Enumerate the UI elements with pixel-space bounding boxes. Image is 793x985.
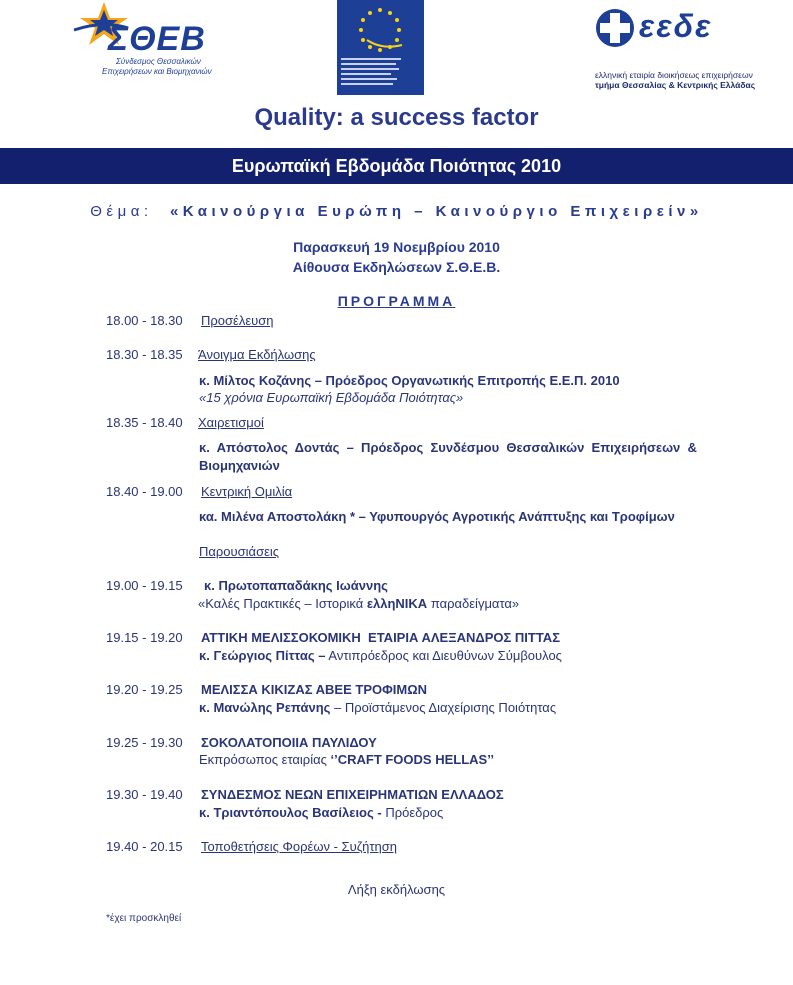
event-banner: Ευρωπαϊκή Εβδομάδα Ποιότητας 2010	[0, 148, 793, 184]
footnote: *έχει προσκληθεί	[106, 913, 182, 924]
eu-stars-icon	[337, 0, 424, 95]
program-label: Άνοιγμα Εκδήλωσης	[198, 347, 316, 362]
presentations-heading: Παρουσιάσεις	[199, 544, 280, 559]
presentation-person: Εκπρόσωπος εταιρίας ‘’CRAFT FOODS HELLAS’’	[199, 752, 494, 767]
sthev-logo	[68, 0, 213, 80]
theme-label: Θέμα:	[90, 203, 153, 220]
program-time: 19.00 - 19.15	[106, 578, 183, 593]
program-label: Τοποθετήσεις Φορέων - Συζήτηση	[201, 839, 398, 854]
program-time: 19.15 - 19.20	[106, 630, 183, 645]
program-time: 19.25 - 19.30	[106, 735, 183, 750]
program-subtitle: «15 χρόνια Ευρωπαϊκή Εβδομάδα Ποιότητας»	[199, 390, 464, 405]
page-title: Quality: a success factor	[254, 104, 539, 131]
eede-cross-icon	[595, 8, 635, 48]
presentation-title: ΣΟΚΟΛΑΤΟΠΟΙΙΑ ΠΑΥΛΙΔΟΥ	[201, 735, 377, 750]
program-time: 19.20 - 19.25	[106, 682, 183, 697]
sthev-acronym: ΣΘΕΒ	[108, 20, 206, 58]
program-speaker: κα. Μιλένα Αποστολάκη * – Υφυπουργός Αγροτικής Ανάπτυξης και Τροφίμων	[199, 509, 675, 524]
event-venue: Αίθουσα Εκδηλώσεων Σ.Θ.Ε.Β.	[292, 259, 501, 275]
sthev-line1: Σύνδεσμος Θεσσαλικών	[116, 57, 201, 66]
program-label: Κεντρική Ομιλία	[201, 484, 293, 499]
theme-value: «Καινούργια Ευρώπη – Καινούργιο Επιχειρείν»	[169, 203, 703, 220]
event-date: Παρασκευή 19 Νοεμβρίου 2010	[293, 239, 500, 255]
program-label: Προσέλευση	[201, 313, 274, 328]
presentation-desc: «Καλές Πρακτικές – Ιστορικά ελληΝΙΚΑ παραδείγματα»	[198, 596, 520, 611]
program-label: Χαιρετισμοί	[198, 415, 264, 430]
closing-text: Λήξη εκδήλωσης	[347, 882, 446, 897]
eede-line2: τμήμα Θεσσαλίας & Κεντρικής Ελλάδας	[595, 80, 756, 90]
presentation-title: ΑΤΤΙΚΗ ΜΕΛΙΣΣΟΚΟΜΙΚΗ ΕΤΑΙΡΙΑ ΑΛΕΞΑΝΔΡΟΣ ΠΙΤΤΑΣ	[201, 630, 560, 645]
program-speaker: κ. Απόστολος Δοντάς – Πρόεδρος Συνδέσμου Θεσσαλικών Επιχειρήσεων &	[199, 440, 697, 455]
program-time: 18.30 - 18.35	[106, 347, 183, 362]
presentation-title: ΣΥΝΔΕΣΜΟΣ ΝΕΩΝ ΕΠΙΧΕΙΡΗΜΑΤΙΩΝ ΕΛΛΑΔΟΣ	[201, 787, 504, 802]
program-heading: ΠΡΟΓΡΑΜΜΑ	[337, 293, 456, 309]
eu-flag-logo	[337, 0, 424, 95]
theme-line	[0, 203, 793, 220]
eede-logo	[595, 8, 765, 88]
presentation-person: κ. Γεώργιος Πίττας – Αντιπρόεδρος και Διευθύνων Σύμβουλος	[199, 648, 562, 663]
eede-acronym: εεδε	[639, 8, 713, 44]
program-time: 19.30 - 19.40	[106, 787, 183, 802]
eede-line1: ελληνική εταιρία διοικήσεως επιχειρήσεων	[595, 70, 753, 80]
program-time: 19.40 - 20.15	[106, 839, 183, 854]
presentation-person: κ. Μανώλης Ρεπάνης – Προϊστάμενος Διαχείρισης Ποιότητας	[199, 700, 557, 715]
program-time: 18.00 - 18.30	[106, 313, 183, 328]
program-speaker: κ. Μίλτος Κοζάνης – Πρόεδρος Οργανωτικής Επιτροπής Ε.Ε.Π. 2010	[199, 373, 620, 388]
presentation-person: κ. Τριαντόπουλος Βασίλειος - Πρόεδρος	[199, 805, 444, 820]
presentation-title: ΜΕΛΙΣΣΑ ΚΙΚΙΖΑΣ ΑΒΕΕ ΤΡΟΦΙΜΩΝ	[201, 682, 428, 697]
presentation-title: κ. Πρωτοπαπαδάκης Ιωάννης	[204, 578, 388, 593]
program-speaker-cont: Βιομηχανιών	[199, 458, 280, 473]
program-time: 18.40 - 19.00	[106, 484, 183, 499]
program-time: 18.35 - 18.40	[106, 415, 183, 430]
sthev-line2: Επιχειρήσεων και Βιομηχανιών	[102, 67, 212, 76]
